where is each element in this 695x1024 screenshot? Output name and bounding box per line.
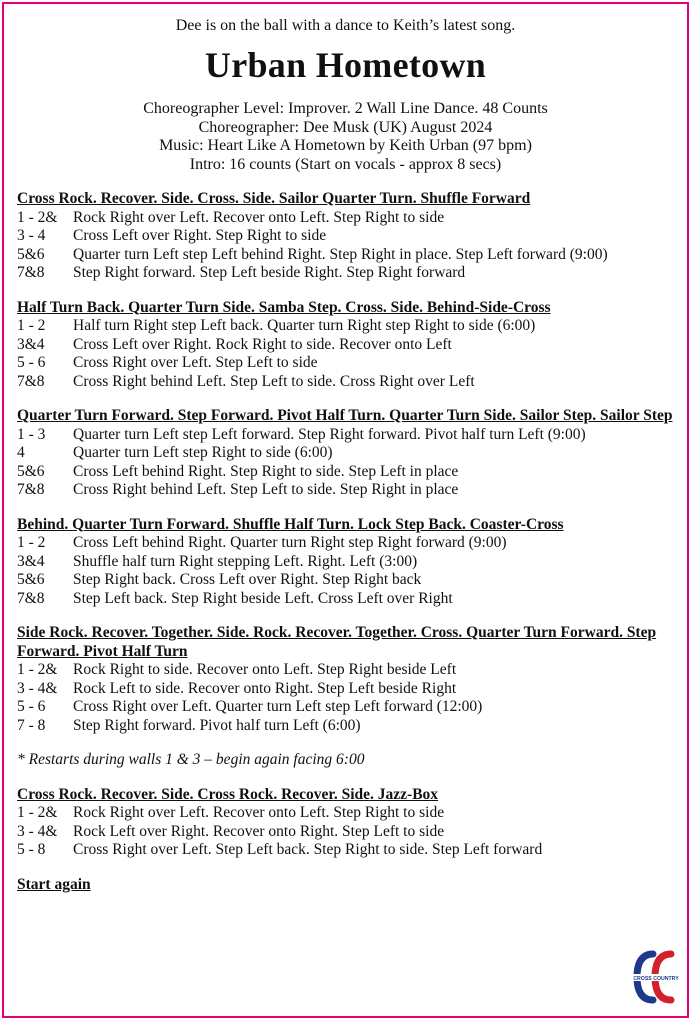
step-text: Cross Right over Left. Step Left to side: [73, 354, 318, 371]
step-text: Cross Left behind Right. Step Right to side. Step Left in place: [73, 462, 459, 480]
step-row: [17, 553, 682, 572]
step-row: [17, 354, 682, 373]
step-text: Step Right back. Cross Left over Right. Step Right back: [73, 571, 422, 588]
section-4: [17, 516, 682, 609]
step-text: Cross Right behind Left. Step Left to side. Step Right in place: [73, 481, 459, 498]
step-text: Rock Right to side. Recover onto Left. Step Right beside Left: [73, 661, 457, 678]
step-count: 5 - 6: [17, 698, 46, 715]
step-row: [17, 463, 682, 482]
step-count: 5 - 6: [17, 354, 46, 371]
section-3: [17, 407, 682, 500]
meta-intro: Intro: 16 counts (Start on vocals - approx 8 secs): [189, 155, 502, 173]
step-count: 7 - 8: [17, 716, 46, 734]
section-heading: Half Turn Back. Quarter Turn Side. Samba Step. Cross. Side. Behind-Side-Cross: [17, 298, 551, 316]
step-row: [17, 481, 682, 500]
step-sheet: [17, 190, 682, 894]
step-count: 5 - 8: [17, 841, 46, 858]
step-row: [17, 841, 682, 860]
step-text: Half turn Right step Left back. Quarter turn Right step Right to side (6:00): [73, 317, 536, 334]
step-count: 3 - 4&: [17, 822, 58, 840]
step-text: Rock Left to side. Recover onto Right. Step Left beside Right: [73, 679, 457, 697]
step-count: 4: [17, 444, 25, 461]
step-text: Cross Right over Left. Quarter turn Left step Left forward (12:00): [73, 698, 483, 715]
section-heading: Quarter Turn Forward. Step Forward. Pivot Half Turn. Quarter Turn Side. Sailor Step. Sailor Step: [17, 407, 673, 424]
step-row: [17, 534, 682, 553]
step-text: Step Right forward. Step Left beside Right. Step Right forward: [73, 264, 466, 281]
step-text: Quarter turn Left step Left behind Right. Step Right in place. Step Left forward (9:00): [73, 245, 608, 263]
step-text: Cross Left over Right. Step Right to side: [73, 227, 327, 244]
step-text: Rock Right over Left. Recover onto Left. Step Right to side: [73, 208, 445, 226]
step-count: 3 - 4&: [17, 679, 58, 697]
start-again: Start again: [17, 875, 91, 893]
step-count: 5&6: [17, 245, 45, 263]
step-count: 3 - 4: [17, 227, 46, 244]
step-row: [17, 661, 682, 680]
step-row: [17, 246, 682, 265]
step-row: [17, 590, 682, 609]
meta-level: Choreographer Level: Improver. 2 Wall Line Dance. 48 Counts: [143, 100, 548, 117]
step-text: Step Right forward. Pivot half turn Left (6:00): [73, 716, 361, 734]
step-count: 7&8: [17, 372, 45, 390]
step-count: 7&8: [17, 589, 45, 607]
section-heading: Side Rock. Recover. Together. Side. Rock. Recover. Together. Cross. Quarter Turn Forward. Step Forward. Pivot Half Turn: [17, 624, 657, 660]
step-row: [17, 227, 682, 246]
step-count: 1 - 2: [17, 534, 46, 551]
meta-music: Music: Heart Like A Hometown by Keith Urban (97 bpm): [159, 137, 532, 154]
step-text: Cross Right behind Left. Step Left to side. Cross Right over Left: [73, 372, 475, 390]
cross-country-logo-icon: [633, 948, 679, 1006]
step-count: 1 - 2&: [17, 804, 58, 821]
step-count: 3&4: [17, 335, 45, 353]
step-row: [17, 426, 682, 445]
step-count: 1 - 3: [17, 425, 46, 443]
step-row: [17, 336, 682, 355]
step-text: Quarter turn Left step Left forward. Step Right forward. Pivot half turn Left (9:00): [73, 425, 586, 443]
section-5: [17, 624, 682, 735]
step-row: [17, 717, 682, 736]
step-count: 5&6: [17, 462, 45, 480]
step-row: [17, 209, 682, 228]
step-row: [17, 317, 682, 336]
step-count: 1 - 2&: [17, 208, 58, 226]
step-row: [17, 571, 682, 590]
step-row: [17, 804, 682, 823]
step-row: [17, 264, 682, 283]
step-text: Shuffle half turn Right stepping Left. Right. Left (3:00): [73, 552, 418, 570]
step-row: [17, 823, 682, 842]
step-text: Cross Left over Right. Rock Right to side. Recover onto Left: [73, 335, 452, 353]
page-frame: [2, 2, 689, 1018]
step-row: [17, 444, 682, 463]
step-count: 7&8: [17, 481, 45, 498]
section-heading: Behind. Quarter Turn Forward. Shuffle Half Turn. Lock Step Back. Coaster-Cross: [17, 515, 564, 533]
dance-meta: [4, 100, 687, 174]
step-text: Rock Right over Left. Recover onto Left. Step Right to side: [73, 804, 445, 821]
step-text: Step Left back. Step Right beside Left. Cross Left over Right: [73, 589, 453, 607]
step-text: Cross Right over Left. Step Left back. Step Right to side. Step Left forward: [73, 841, 543, 858]
step-count: 1 - 2&: [17, 661, 58, 678]
step-row: [17, 680, 682, 699]
step-text: Quarter turn Left step Right to side (6:00): [73, 444, 333, 461]
restart-note: * Restarts during walls 1 & 3 – begin again facing 6:00: [17, 751, 365, 768]
section-heading: Cross Rock. Recover. Side. Cross Rock. Recover. Side. Jazz-Box: [17, 785, 439, 803]
dance-title: Urban Hometown: [204, 45, 487, 85]
step-count: 7&8: [17, 264, 45, 281]
step-count: 1 - 2: [17, 317, 46, 334]
step-count: 5&6: [17, 571, 45, 588]
step-text: Cross Left behind Right. Quarter turn Right step Right forward (9:00): [73, 534, 507, 551]
step-row: [17, 698, 682, 717]
section-1: [17, 190, 682, 283]
meta-choreographer: Choreographer: Dee Musk (UK) August 2024: [198, 118, 493, 136]
section-heading: Cross Rock. Recover. Side. Cross. Side. Sailor Quarter Turn. Shuffle Forward: [17, 190, 531, 207]
intro-line: Dee is on the ball with a dance to Keith’s latest song.: [175, 17, 516, 34]
step-row: [17, 373, 682, 392]
section-6: [17, 786, 682, 860]
logo-text: CROSS COUNTRY: [633, 975, 679, 982]
step-count: 3&4: [17, 552, 45, 570]
step-text: Rock Left over Right. Recover onto Right. Step Left to side: [73, 822, 445, 840]
section-2: [17, 299, 682, 392]
